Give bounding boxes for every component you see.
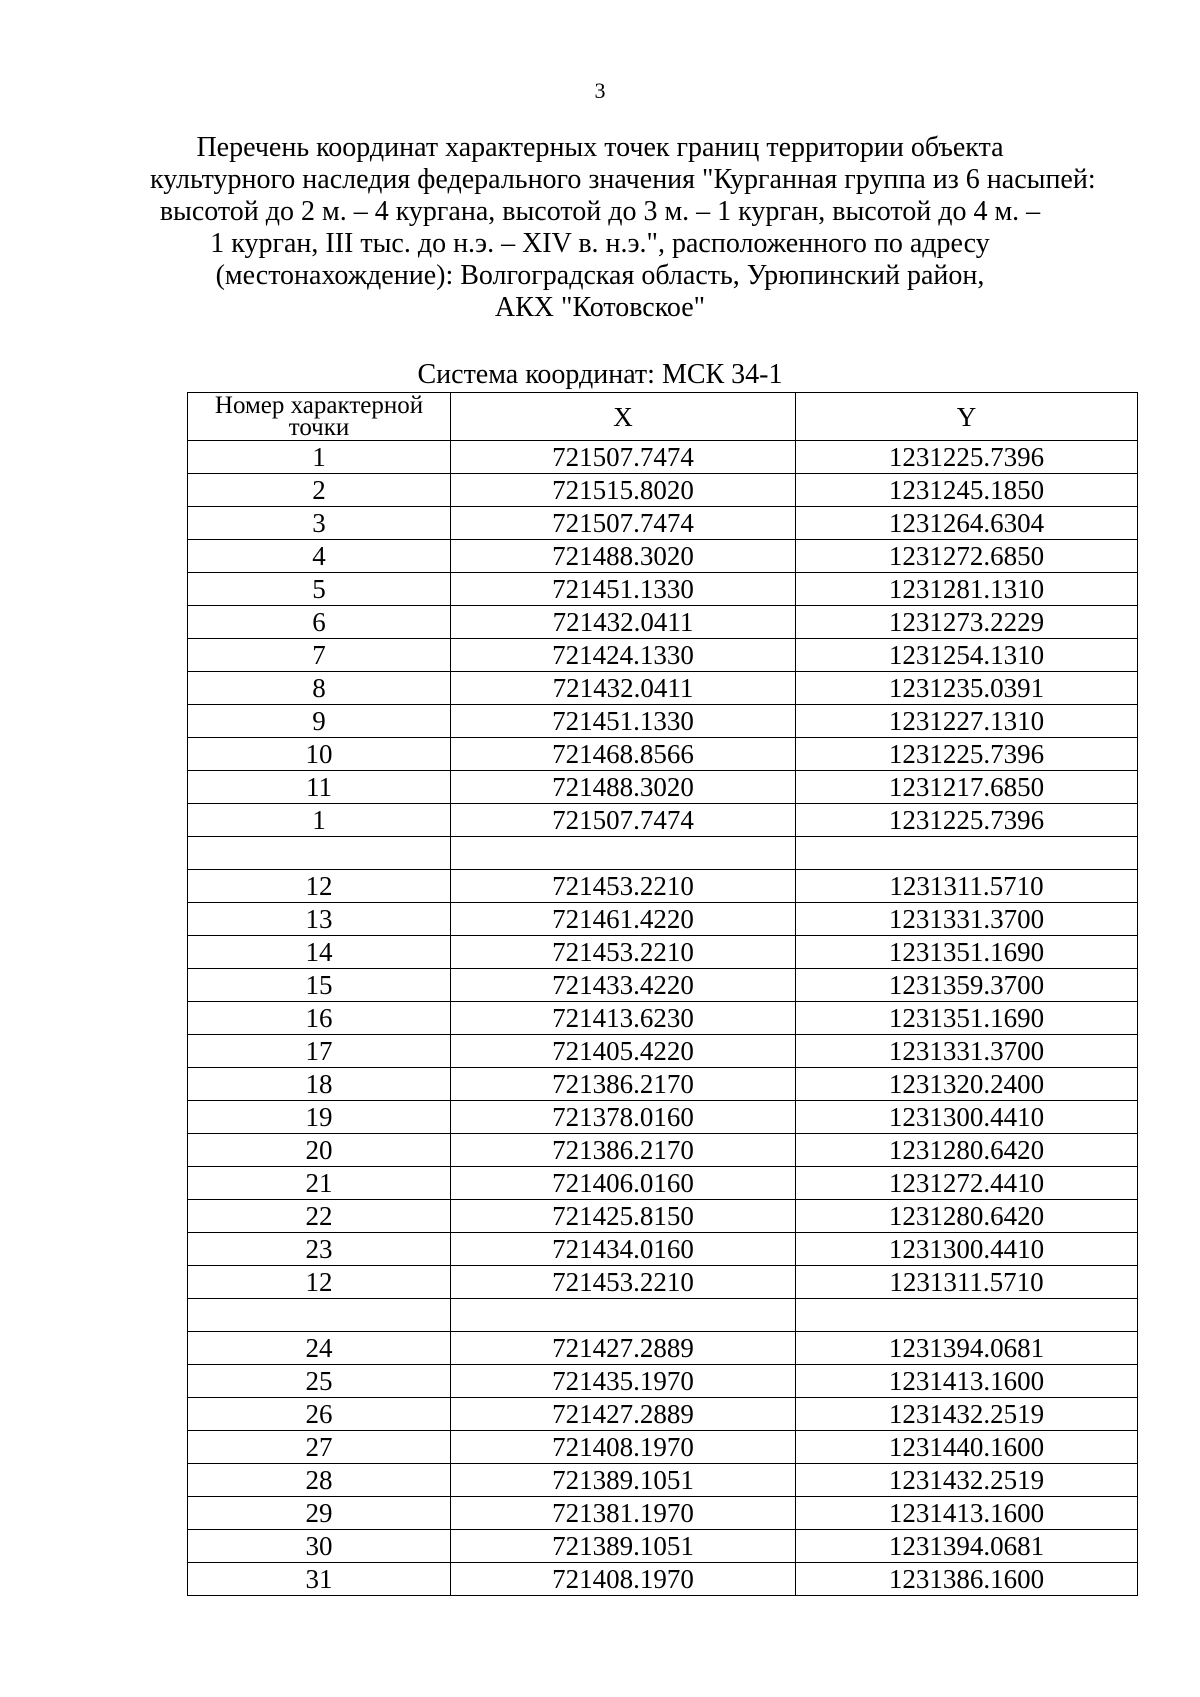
y-coordinate-cell: 1231264.6304 bbox=[796, 507, 1138, 540]
x-coordinate-cell: 721381.1970 bbox=[451, 1497, 796, 1530]
point-number-cell: 16 bbox=[188, 1002, 451, 1035]
table-row bbox=[188, 969, 1138, 1002]
y-coordinate-cell: 1231394.0681 bbox=[796, 1332, 1138, 1365]
point-number-cell: 8 bbox=[188, 672, 451, 705]
y-coordinate-cell: 1231413.1600 bbox=[796, 1497, 1138, 1530]
point-number-cell: 7 bbox=[188, 639, 451, 672]
table-row bbox=[188, 639, 1138, 672]
y-coordinate-cell: 1231225.7396 bbox=[796, 441, 1138, 474]
table-row bbox=[188, 1167, 1138, 1200]
table-row bbox=[188, 507, 1138, 540]
x-coordinate-cell: 721434.0160 bbox=[451, 1233, 796, 1266]
header-point-number bbox=[188, 393, 451, 441]
x-coordinate-cell: 721432.0411 bbox=[451, 606, 796, 639]
table-row bbox=[188, 1497, 1138, 1530]
y-coordinate-cell: 1231300.4410 bbox=[796, 1233, 1138, 1266]
point-number-cell: 1 bbox=[188, 804, 451, 837]
x-coordinate-cell: 721389.1051 bbox=[451, 1530, 796, 1563]
table-row bbox=[188, 1332, 1138, 1365]
x-coordinate-cell: 721386.2170 bbox=[451, 1068, 796, 1101]
y-coordinate-cell: 1231273.2229 bbox=[796, 606, 1138, 639]
header-point-number-line2: точки bbox=[288, 413, 350, 441]
table-row bbox=[188, 903, 1138, 936]
y-coordinate-cell: 1231440.1600 bbox=[796, 1431, 1138, 1464]
table-row bbox=[188, 474, 1138, 507]
header-y: Y bbox=[796, 393, 1138, 441]
title-line: культурного наследия федерального значения "Курганная группа из 6 насыпей: bbox=[150, 164, 1096, 195]
x-coordinate-cell: 721488.3020 bbox=[451, 540, 796, 573]
y-coordinate-cell: 1231394.0681 bbox=[796, 1530, 1138, 1563]
point-number-cell: 20 bbox=[188, 1134, 451, 1167]
point-number-cell: 3 bbox=[188, 507, 451, 540]
table-row bbox=[188, 1002, 1138, 1035]
point-number-cell: 17 bbox=[188, 1035, 451, 1068]
table-row bbox=[188, 1365, 1138, 1398]
x-coordinate-cell: 721451.1330 bbox=[451, 573, 796, 606]
y-coordinate-cell: 1231300.4410 bbox=[796, 1101, 1138, 1134]
x-coordinate-cell: 721408.1970 bbox=[451, 1431, 796, 1464]
point-number-cell: 28 bbox=[188, 1464, 451, 1497]
point-number-cell: 15 bbox=[188, 969, 451, 1002]
point-number-cell: 18 bbox=[188, 1068, 451, 1101]
table-row bbox=[188, 672, 1138, 705]
coordinate-system-label: Система координат: МСК 34-1 bbox=[417, 359, 783, 390]
table-row bbox=[188, 936, 1138, 969]
y-coordinate-cell: 1231281.1310 bbox=[796, 573, 1138, 606]
table-row bbox=[188, 1266, 1138, 1299]
y-coordinate-cell bbox=[796, 837, 1138, 870]
y-coordinate-cell: 1231432.2519 bbox=[796, 1464, 1138, 1497]
point-number-cell: 21 bbox=[188, 1167, 451, 1200]
table-row bbox=[188, 1200, 1138, 1233]
point-number-cell: 19 bbox=[188, 1101, 451, 1134]
x-coordinate-cell: 721453.2210 bbox=[451, 870, 796, 903]
table-row bbox=[188, 1530, 1138, 1563]
x-coordinate-cell: 721507.7474 bbox=[451, 507, 796, 540]
table-row bbox=[188, 1563, 1138, 1596]
y-coordinate-cell: 1231254.1310 bbox=[796, 639, 1138, 672]
point-number-cell: 25 bbox=[188, 1365, 451, 1398]
table-row bbox=[188, 441, 1138, 474]
title-line: (местонахождение): Волгоградская область, Урюпинский район, bbox=[215, 260, 985, 291]
table-row bbox=[188, 1134, 1138, 1167]
point-number-cell: 4 bbox=[188, 540, 451, 573]
point-number-cell: 27 bbox=[188, 1431, 451, 1464]
y-coordinate-cell: 1231351.1690 bbox=[796, 936, 1138, 969]
x-coordinate-cell: 721378.0160 bbox=[451, 1101, 796, 1134]
table-row bbox=[188, 738, 1138, 771]
y-coordinate-cell: 1231432.2519 bbox=[796, 1398, 1138, 1431]
point-number-cell bbox=[188, 837, 451, 870]
point-number-cell: 30 bbox=[188, 1530, 451, 1563]
table-row bbox=[188, 705, 1138, 738]
y-coordinate-cell: 1231225.7396 bbox=[796, 804, 1138, 837]
y-coordinate-cell: 1231245.1850 bbox=[796, 474, 1138, 507]
point-number-cell: 13 bbox=[188, 903, 451, 936]
x-coordinate-cell: 721507.7474 bbox=[451, 804, 796, 837]
table-row bbox=[188, 1431, 1138, 1464]
point-number-cell: 5 bbox=[188, 573, 451, 606]
x-coordinate-cell: 721453.2210 bbox=[451, 936, 796, 969]
y-coordinate-cell bbox=[796, 1299, 1138, 1332]
x-coordinate-cell: 721461.4220 bbox=[451, 903, 796, 936]
point-number-cell: 11 bbox=[188, 771, 451, 804]
x-coordinate-cell: 721453.2210 bbox=[451, 1266, 796, 1299]
table-row bbox=[188, 606, 1138, 639]
header-x: X bbox=[451, 393, 796, 441]
x-coordinate-cell: 721435.1970 bbox=[451, 1365, 796, 1398]
point-number-cell: 10 bbox=[188, 738, 451, 771]
y-coordinate-cell: 1231386.1600 bbox=[796, 1563, 1138, 1596]
x-coordinate-cell: 721488.3020 bbox=[451, 771, 796, 804]
x-coordinate-cell: 721427.2889 bbox=[451, 1398, 796, 1431]
point-number-cell: 31 bbox=[188, 1563, 451, 1596]
y-coordinate-cell: 1231280.6420 bbox=[796, 1134, 1138, 1167]
y-coordinate-cell: 1231311.5710 bbox=[796, 1266, 1138, 1299]
y-coordinate-cell: 1231331.3700 bbox=[796, 903, 1138, 936]
x-coordinate-cell: 721432.0411 bbox=[451, 672, 796, 705]
header-point-number-line1: Номер характерной bbox=[214, 392, 424, 419]
table-row bbox=[188, 1101, 1138, 1134]
x-coordinate-cell: 721386.2170 bbox=[451, 1134, 796, 1167]
title-line: высотой до 2 м. – 4 кургана, высотой до 3 м. – 1 курган, высотой до 4 м. – bbox=[159, 196, 1041, 227]
table-header-row bbox=[188, 393, 1138, 441]
table-row bbox=[188, 1233, 1138, 1266]
table-row bbox=[188, 540, 1138, 573]
table-row bbox=[188, 1068, 1138, 1101]
table-body bbox=[188, 441, 1138, 1596]
x-coordinate-cell: 721389.1051 bbox=[451, 1464, 796, 1497]
y-coordinate-cell: 1231272.6850 bbox=[796, 540, 1138, 573]
point-number-cell: 2 bbox=[188, 474, 451, 507]
point-number-cell: 6 bbox=[188, 606, 451, 639]
point-number-cell: 22 bbox=[188, 1200, 451, 1233]
point-number-cell bbox=[188, 1299, 451, 1332]
point-number-cell: 9 bbox=[188, 705, 451, 738]
x-coordinate-cell: 721405.4220 bbox=[451, 1035, 796, 1068]
y-coordinate-cell: 1231359.3700 bbox=[796, 969, 1138, 1002]
y-coordinate-cell: 1231217.6850 bbox=[796, 771, 1138, 804]
point-number-cell: 24 bbox=[188, 1332, 451, 1365]
page-number: 3 bbox=[594, 78, 606, 103]
x-coordinate-cell: 721427.2889 bbox=[451, 1332, 796, 1365]
y-coordinate-cell: 1231227.1310 bbox=[796, 705, 1138, 738]
x-coordinate-cell: 721406.0160 bbox=[451, 1167, 796, 1200]
y-coordinate-cell: 1231311.5710 bbox=[796, 870, 1138, 903]
x-coordinate-cell: 721413.6230 bbox=[451, 1002, 796, 1035]
y-coordinate-cell: 1231280.6420 bbox=[796, 1200, 1138, 1233]
point-number-cell: 26 bbox=[188, 1398, 451, 1431]
point-number-cell: 12 bbox=[188, 1266, 451, 1299]
table-row bbox=[188, 1398, 1138, 1431]
x-coordinate-cell: 721424.1330 bbox=[451, 639, 796, 672]
title-line: Перечень координат характерных точек границ территории объекта bbox=[196, 132, 1004, 163]
x-coordinate-cell bbox=[451, 837, 796, 870]
y-coordinate-cell: 1231331.3700 bbox=[796, 1035, 1138, 1068]
y-coordinate-cell: 1231413.1600 bbox=[796, 1365, 1138, 1398]
y-coordinate-cell: 1231225.7396 bbox=[796, 738, 1138, 771]
x-coordinate-cell: 721515.8020 bbox=[451, 474, 796, 507]
point-number-cell: 14 bbox=[188, 936, 451, 969]
x-coordinate-cell: 721451.1330 bbox=[451, 705, 796, 738]
x-coordinate-cell bbox=[451, 1299, 796, 1332]
y-coordinate-cell: 1231320.2400 bbox=[796, 1068, 1138, 1101]
point-number-cell: 29 bbox=[188, 1497, 451, 1530]
table-row bbox=[188, 1464, 1138, 1497]
x-coordinate-cell: 721433.4220 bbox=[451, 969, 796, 1002]
table-row bbox=[188, 1299, 1138, 1332]
point-number-cell: 23 bbox=[188, 1233, 451, 1266]
title-line: АКХ "Котовское" bbox=[494, 292, 706, 323]
x-coordinate-cell: 721408.1970 bbox=[451, 1563, 796, 1596]
table-row bbox=[188, 870, 1138, 903]
table-row bbox=[188, 573, 1138, 606]
coordinates-table bbox=[187, 392, 1138, 1596]
document-title bbox=[150, 132, 1096, 324]
table-row bbox=[188, 771, 1138, 804]
title-line: 1 курган, III тыс. до н.э. – XIV в. н.э.", расположенного по адресу bbox=[210, 228, 990, 259]
x-coordinate-cell: 721425.8150 bbox=[451, 1200, 796, 1233]
table-row bbox=[188, 804, 1138, 837]
point-number-cell: 12 bbox=[188, 870, 451, 903]
x-coordinate-cell: 721507.7474 bbox=[451, 441, 796, 474]
table-row bbox=[188, 1035, 1138, 1068]
x-coordinate-cell: 721468.8566 bbox=[451, 738, 796, 771]
y-coordinate-cell: 1231272.4410 bbox=[796, 1167, 1138, 1200]
y-coordinate-cell: 1231351.1690 bbox=[796, 1002, 1138, 1035]
point-number-cell: 1 bbox=[188, 441, 451, 474]
table-row bbox=[188, 837, 1138, 870]
y-coordinate-cell: 1231235.0391 bbox=[796, 672, 1138, 705]
